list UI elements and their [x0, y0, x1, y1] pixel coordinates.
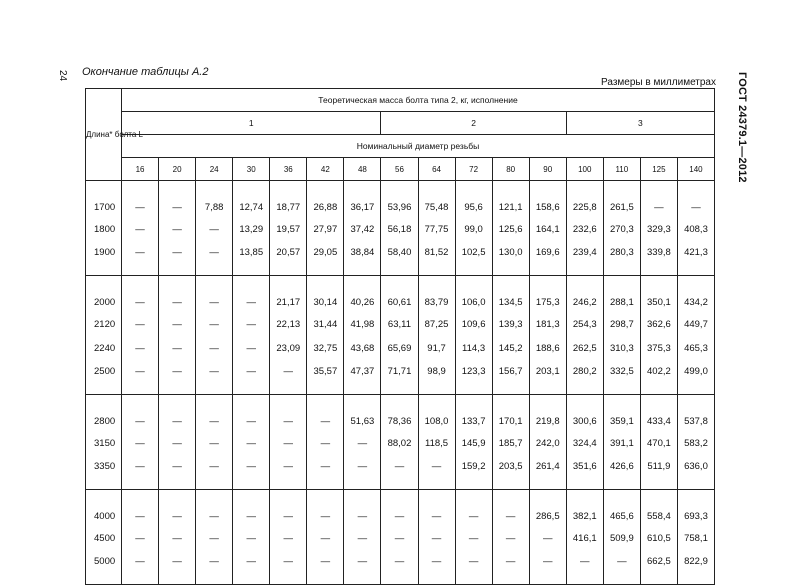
mass-cell: —	[196, 395, 233, 432]
mass-cell: —	[307, 526, 344, 550]
mass-cell: —	[159, 276, 196, 313]
mass-cell: 130,0	[492, 241, 529, 276]
mass-cell: 35,57	[307, 360, 344, 395]
diameter-header: 48	[344, 158, 381, 181]
mass-cell: 350,1	[640, 276, 677, 313]
mass-cell: —	[529, 550, 566, 585]
mass-cell: —	[122, 276, 159, 313]
table-row	[86, 360, 715, 395]
mass-cell: —	[122, 526, 159, 550]
diameter-group-header: Номинальный диаметр резьбы	[122, 135, 715, 158]
mass-cell: —	[122, 360, 159, 395]
mass-cell: 310,3	[603, 336, 640, 360]
mass-cell: 156,7	[492, 360, 529, 395]
mass-cell: —	[122, 431, 159, 455]
mass-cell: —	[196, 431, 233, 455]
units-note: Размеры в миллиметрах	[601, 77, 716, 88]
table-row	[86, 550, 715, 585]
mass-cell: 88,02	[381, 431, 418, 455]
mass-cell: 118,5	[418, 431, 455, 455]
mass-cell: 382,1	[566, 490, 603, 527]
mass-cell: 145,9	[455, 431, 492, 455]
mass-cell: —	[270, 360, 307, 395]
bolt-length-cell: 1800	[86, 217, 122, 241]
execution-header: 2	[381, 112, 566, 135]
mass-cell: 426,6	[603, 455, 640, 490]
mass-cell: 254,3	[566, 312, 603, 336]
mass-cell: —	[159, 336, 196, 360]
mass-cell: —	[122, 336, 159, 360]
mass-cell: 7,88	[196, 181, 233, 218]
mass-cell: 139,3	[492, 312, 529, 336]
mass-cell: —	[233, 455, 270, 490]
mass-cell: 109,6	[455, 312, 492, 336]
table-caption: Окончание таблицы А.2	[82, 66, 209, 78]
mass-cell: —	[455, 490, 492, 527]
mass-cell: 83,79	[418, 276, 455, 313]
mass-cell: —	[381, 550, 418, 585]
mass-cell: 261,5	[603, 181, 640, 218]
mass-cell: 416,1	[566, 526, 603, 550]
table-row	[86, 490, 715, 527]
bolt-length-cell: 3150	[86, 431, 122, 455]
mass-cell: 19,57	[270, 217, 307, 241]
mass-cell: —	[233, 431, 270, 455]
diameter-header: 64	[418, 158, 455, 181]
bolt-length-cell: 4000	[86, 490, 122, 527]
mass-cell: 324,4	[566, 431, 603, 455]
mass-cell: 12,74	[233, 181, 270, 218]
execution-header: 1	[122, 112, 381, 135]
mass-cell: —	[233, 276, 270, 313]
mass-cell: 91,7	[418, 336, 455, 360]
mass-cell: 71,71	[381, 360, 418, 395]
mass-cell: 188,6	[529, 336, 566, 360]
mass-cell: —	[159, 395, 196, 432]
mass-cell: —	[492, 490, 529, 527]
mass-cell: 636,0	[677, 455, 714, 490]
mass-cell: 106,0	[455, 276, 492, 313]
mass-cell: 286,5	[529, 490, 566, 527]
bolt-length-cell: 2000	[86, 276, 122, 313]
mass-cell: 121,1	[492, 181, 529, 218]
mass-cell: 375,3	[640, 336, 677, 360]
mass-cell: 433,4	[640, 395, 677, 432]
mass-cell: —	[677, 181, 714, 218]
mass-cell: —	[122, 312, 159, 336]
mass-cell: —	[455, 550, 492, 585]
table-row	[86, 181, 715, 218]
bolt-length-cell: 1900	[86, 241, 122, 276]
mass-cell: —	[603, 550, 640, 585]
mass-cell: —	[492, 550, 529, 585]
mass-cell: 13,29	[233, 217, 270, 241]
mass-cell: 31,44	[307, 312, 344, 336]
mass-cell: 20,57	[270, 241, 307, 276]
mass-cell: 511,9	[640, 455, 677, 490]
mass-cell: 408,3	[677, 217, 714, 241]
mass-cell: —	[307, 395, 344, 432]
mass-cell: 77,75	[418, 217, 455, 241]
mass-cell: —	[159, 241, 196, 276]
mass-cell: —	[159, 181, 196, 218]
mass-cell: 99,0	[455, 217, 492, 241]
table-row	[86, 526, 715, 550]
bolt-length-cell: 5000	[86, 550, 122, 585]
mass-cell: 75,48	[418, 181, 455, 218]
mass-cell: 40,26	[344, 276, 381, 313]
mass-cell: 219,8	[529, 395, 566, 432]
mass-cell: —	[270, 526, 307, 550]
mass-cell: 402,2	[640, 360, 677, 395]
length-column-header: Длина* болта L	[86, 89, 122, 181]
mass-cell: 159,2	[455, 455, 492, 490]
bolt-length-cell: 4500	[86, 526, 122, 550]
mass-cell: 23,09	[270, 336, 307, 360]
table-title: Теоретическая масса болта типа 2, кг, исполнение	[122, 89, 715, 112]
mass-cell: 822,9	[677, 550, 714, 585]
mass-cell: —	[270, 490, 307, 527]
mass-cell: —	[122, 490, 159, 527]
mass-cell: —	[529, 526, 566, 550]
page-number: 24	[57, 70, 68, 82]
mass-cell: —	[196, 360, 233, 395]
mass-cell: 300,6	[566, 395, 603, 432]
mass-cell: 181,3	[529, 312, 566, 336]
mass-cell: 391,1	[603, 431, 640, 455]
mass-cell: 351,6	[566, 455, 603, 490]
mass-cell: 558,4	[640, 490, 677, 527]
mass-cell: 693,3	[677, 490, 714, 527]
mass-cell: 13,85	[233, 241, 270, 276]
mass-cell: 123,3	[455, 360, 492, 395]
diameter-header: 16	[122, 158, 159, 181]
mass-cell: —	[122, 241, 159, 276]
mass-cell: 102,5	[455, 241, 492, 276]
table-row	[86, 276, 715, 313]
mass-cell: —	[492, 526, 529, 550]
mass-cell: —	[196, 490, 233, 527]
mass-cell: 298,7	[603, 312, 640, 336]
mass-cell: —	[196, 455, 233, 490]
bolt-mass-table	[85, 88, 715, 585]
mass-cell: 170,1	[492, 395, 529, 432]
mass-cell: —	[196, 526, 233, 550]
mass-cell: —	[233, 336, 270, 360]
mass-cell: —	[233, 312, 270, 336]
mass-cell: —	[418, 526, 455, 550]
mass-cell: 537,8	[677, 395, 714, 432]
mass-cell: —	[233, 360, 270, 395]
mass-cell: —	[270, 550, 307, 585]
mass-cell: 30,14	[307, 276, 344, 313]
mass-cell: —	[381, 490, 418, 527]
mass-cell: 125,6	[492, 217, 529, 241]
mass-cell: —	[344, 431, 381, 455]
table-row	[86, 217, 715, 241]
mass-cell: 499,0	[677, 360, 714, 395]
table-row	[86, 312, 715, 336]
mass-cell: 280,3	[603, 241, 640, 276]
diameter-header: 110	[603, 158, 640, 181]
mass-cell: —	[196, 550, 233, 585]
diameter-header: 56	[381, 158, 418, 181]
mass-cell: 26,88	[307, 181, 344, 218]
mass-cell: 288,1	[603, 276, 640, 313]
mass-cell: 134,5	[492, 276, 529, 313]
mass-cell: —	[381, 526, 418, 550]
mass-cell: —	[455, 526, 492, 550]
bolt-length-cell: 2240	[86, 336, 122, 360]
mass-cell: —	[640, 181, 677, 218]
mass-cell: 362,6	[640, 312, 677, 336]
mass-cell: 280,2	[566, 360, 603, 395]
mass-cell: 261,4	[529, 455, 566, 490]
mass-cell: 36,17	[344, 181, 381, 218]
mass-cell: 65,69	[381, 336, 418, 360]
mass-cell: 175,3	[529, 276, 566, 313]
mass-cell: 98,9	[418, 360, 455, 395]
table-row	[86, 455, 715, 490]
mass-cell: 203,1	[529, 360, 566, 395]
mass-cell: —	[307, 550, 344, 585]
mass-cell: —	[122, 217, 159, 241]
mass-cell: 332,5	[603, 360, 640, 395]
mass-cell: —	[159, 455, 196, 490]
mass-cell: 246,2	[566, 276, 603, 313]
mass-cell: 449,7	[677, 312, 714, 336]
execution-header: 3	[566, 112, 714, 135]
mass-cell: 41,98	[344, 312, 381, 336]
mass-cell: —	[344, 550, 381, 585]
diameter-header: 140	[677, 158, 714, 181]
mass-cell: 51,63	[344, 395, 381, 432]
mass-cell: 169,6	[529, 241, 566, 276]
mass-cell: —	[307, 431, 344, 455]
mass-cell: 158,6	[529, 181, 566, 218]
table-row	[86, 431, 715, 455]
mass-cell: 43,68	[344, 336, 381, 360]
mass-cell: 232,6	[566, 217, 603, 241]
mass-cell: —	[159, 431, 196, 455]
mass-cell: —	[307, 455, 344, 490]
mass-cell: 81,52	[418, 241, 455, 276]
mass-cell: —	[270, 455, 307, 490]
mass-cell: 21,17	[270, 276, 307, 313]
mass-cell: —	[122, 455, 159, 490]
document-code: ГОСТ 24379.1—2012	[736, 72, 748, 183]
mass-cell: —	[122, 395, 159, 432]
mass-cell: 583,2	[677, 431, 714, 455]
mass-cell: 758,1	[677, 526, 714, 550]
diameter-header: 80	[492, 158, 529, 181]
mass-cell: 242,0	[529, 431, 566, 455]
mass-cell: 78,36	[381, 395, 418, 432]
mass-cell: 662,5	[640, 550, 677, 585]
mass-cell: 133,7	[455, 395, 492, 432]
mass-cell: —	[307, 490, 344, 527]
mass-cell: —	[233, 490, 270, 527]
mass-cell: 465,3	[677, 336, 714, 360]
mass-cell: —	[418, 455, 455, 490]
mass-cell: 56,18	[381, 217, 418, 241]
mass-cell: 29,05	[307, 241, 344, 276]
bolt-length-cell: 2500	[86, 360, 122, 395]
mass-cell: 27,97	[307, 217, 344, 241]
mass-cell: 421,3	[677, 241, 714, 276]
mass-cell: —	[159, 217, 196, 241]
mass-cell: —	[159, 312, 196, 336]
mass-cell: —	[159, 550, 196, 585]
mass-cell: —	[122, 181, 159, 218]
mass-cell: 225,8	[566, 181, 603, 218]
mass-cell: —	[233, 550, 270, 585]
bolt-length-cell: 2800	[86, 395, 122, 432]
mass-cell: 95,6	[455, 181, 492, 218]
mass-cell: 185,7	[492, 431, 529, 455]
mass-cell: —	[233, 526, 270, 550]
mass-cell: 359,1	[603, 395, 640, 432]
mass-cell: —	[418, 550, 455, 585]
mass-cell: 108,0	[418, 395, 455, 432]
mass-cell: —	[566, 550, 603, 585]
diameter-header: 20	[159, 158, 196, 181]
mass-cell: 203,5	[492, 455, 529, 490]
mass-cell: 145,2	[492, 336, 529, 360]
table-row	[86, 395, 715, 432]
mass-cell: 18,77	[270, 181, 307, 218]
mass-cell: 509,9	[603, 526, 640, 550]
mass-cell: —	[233, 395, 270, 432]
mass-cell: —	[196, 276, 233, 313]
bolt-length-cell: 3350	[86, 455, 122, 490]
bolt-length-cell: 1700	[86, 181, 122, 218]
mass-cell: —	[418, 490, 455, 527]
table-row	[86, 336, 715, 360]
mass-cell: 22,13	[270, 312, 307, 336]
mass-cell: —	[196, 241, 233, 276]
mass-cell: —	[270, 395, 307, 432]
bolt-length-cell: 2120	[86, 312, 122, 336]
mass-cell: 164,1	[529, 217, 566, 241]
mass-cell: —	[344, 526, 381, 550]
mass-cell: 470,1	[640, 431, 677, 455]
diameter-header: 36	[270, 158, 307, 181]
diameter-header: 100	[566, 158, 603, 181]
mass-cell: —	[159, 526, 196, 550]
diameter-header: 90	[529, 158, 566, 181]
mass-cell: —	[196, 312, 233, 336]
mass-cell: 47,37	[344, 360, 381, 395]
mass-cell: 63,11	[381, 312, 418, 336]
mass-cell: 58,40	[381, 241, 418, 276]
mass-cell: 329,3	[640, 217, 677, 241]
mass-cell: —	[196, 336, 233, 360]
mass-cell: 270,3	[603, 217, 640, 241]
mass-cell: —	[196, 217, 233, 241]
mass-cell: 465,6	[603, 490, 640, 527]
mass-cell: —	[270, 431, 307, 455]
diameter-header: 24	[196, 158, 233, 181]
diameter-header: 125	[640, 158, 677, 181]
mass-cell: 32,75	[307, 336, 344, 360]
mass-cell: 38,84	[344, 241, 381, 276]
diameter-header: 42	[307, 158, 344, 181]
mass-cell: 339,8	[640, 241, 677, 276]
mass-cell: 114,3	[455, 336, 492, 360]
mass-cell: 87,25	[418, 312, 455, 336]
mass-cell: —	[159, 490, 196, 527]
diameter-header: 72	[455, 158, 492, 181]
table-row	[86, 241, 715, 276]
mass-cell: —	[344, 490, 381, 527]
mass-cell: —	[344, 455, 381, 490]
mass-cell: —	[381, 455, 418, 490]
mass-cell: 434,2	[677, 276, 714, 313]
mass-cell: —	[122, 550, 159, 585]
diameter-header: 30	[233, 158, 270, 181]
mass-cell: 60,61	[381, 276, 418, 313]
mass-cell: 37,42	[344, 217, 381, 241]
mass-cell: 53,96	[381, 181, 418, 218]
mass-cell: 262,5	[566, 336, 603, 360]
mass-cell: 610,5	[640, 526, 677, 550]
mass-cell: —	[159, 360, 196, 395]
mass-cell: 239,4	[566, 241, 603, 276]
